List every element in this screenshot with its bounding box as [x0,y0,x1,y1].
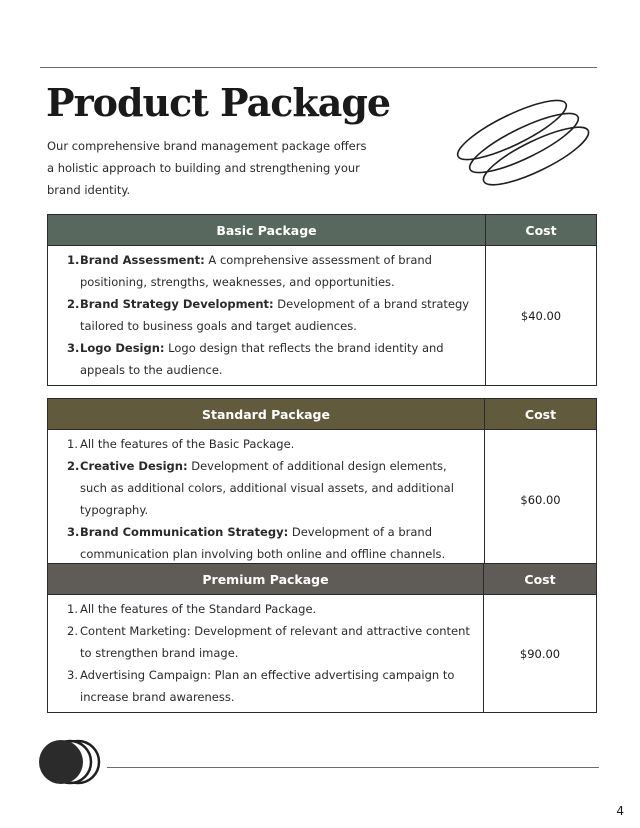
cost-value: $60.00 [485,430,597,570]
package-name-header: Basic Package [48,215,486,246]
oval-rings-icon [452,98,594,188]
page-number: 4 [616,804,624,818]
cost-header: Cost [484,564,597,595]
list-item: 2. Creative Design: Development of additional design elements, such as additional colors, additional visual assets, and additional typography. [67,459,454,517]
cost-header: Cost [486,215,597,246]
list-item: 2. Brand Strategy Development: Development of a brand strategy tailored to business goals and target audiences. [67,297,470,333]
bottom-divider [107,767,599,768]
list-item: 3. Advertising Campaign: Plan an effective advertising campaign to increase brand awareness. [67,668,455,704]
list-item: 3. Logo Design: Logo design that reflects the brand identity and appeals to the audience. [67,341,444,377]
stacked-circles-icon [38,738,104,786]
list-item: 1. Brand Assessment: A comprehensive assessment of brand positioning, strengths, weaknesses, and opportunities. [67,253,432,289]
list-item: 1. All the features of the Standard Package. [67,602,317,616]
page-title: Product Package [46,80,391,125]
basic-package-table [47,214,597,386]
feature-list [58,433,474,565]
feature-list-cell [48,595,484,713]
cost-value: $40.00 [486,246,597,386]
feature-list-cell [48,430,485,570]
list-item: 3. Brand Communication Strategy: Development of a brand communication plan involving both online and offline channels. [67,525,446,561]
feature-list [58,598,473,708]
package-name-header: Premium Package [48,564,484,595]
intro-paragraph: Our comprehensive brand management package offers a holistic approach to building and strengthening your brand identity. [47,139,367,197]
top-divider [40,67,597,68]
cost-value: $90.00 [484,595,597,713]
standard-package-table [47,398,597,570]
feature-list [58,249,475,381]
premium-package-table [47,563,597,713]
list-item: 1. All the features of the Basic Package. [67,437,295,451]
feature-list-cell [48,246,486,386]
cost-header: Cost [485,399,597,430]
package-name-header: Standard Package [48,399,485,430]
list-item: 2. Content Marketing: Development of relevant and attractive content to strengthen brand image. [67,624,470,660]
